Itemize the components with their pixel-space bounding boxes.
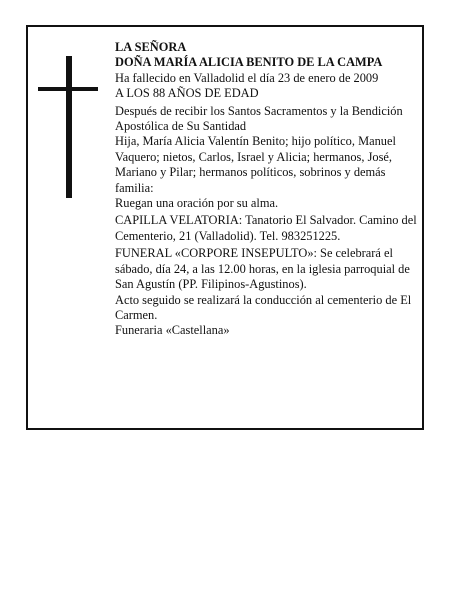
cross-icon xyxy=(38,56,98,198)
obituary-notice xyxy=(26,25,424,430)
cross-vertical-bar xyxy=(66,56,72,198)
cross-horizontal-bar xyxy=(38,87,98,91)
chapel-text: CAPILLA VELATORIA: Tanatorio El Salvador. Camino del Cementerio, 21 (Valladolid). Tel. 983251225. xyxy=(115,213,417,243)
notice-text xyxy=(115,40,420,339)
family-text: Hija, María Alicia Valentín Benito; hijo político, Manuel Vaquero; nietos, Carlos, Israel y Alicia; hermanos, José, Mariano y Pilar; hermanos políticos, sobrinos y demás familia: xyxy=(115,134,396,195)
prayer-text: Ruegan una oración por su alma. xyxy=(115,196,279,211)
burial-text: Acto seguido se realizará la conducción al cementerio de El Carmen. xyxy=(115,292,412,322)
funeral-text: FUNERAL «CORPORE INSEPULTO»: Se celebrará el sábado, día 24, a las 12.00 horas, en la iglesia parroquial de San Agustín (PP. Filipinos-Agustinos). xyxy=(115,246,410,292)
sacraments-text: Después de recibir los Santos Sacramentos y la Bendición Apostólica de Su Santidad xyxy=(115,103,403,134)
age-line: A LOS 88 AÑOS DE EDAD xyxy=(115,86,259,101)
notice-heading: LA SEÑORA xyxy=(115,40,187,54)
funeral-home-text: Funeraria «Castellana» xyxy=(115,323,230,338)
death-date-line: Ha fallecido en Valladolid el día 23 de enero de 2009 xyxy=(115,70,379,85)
deceased-name: DOÑA MARÍA ALICIA BENITO DE LA CAMPA xyxy=(115,55,383,70)
